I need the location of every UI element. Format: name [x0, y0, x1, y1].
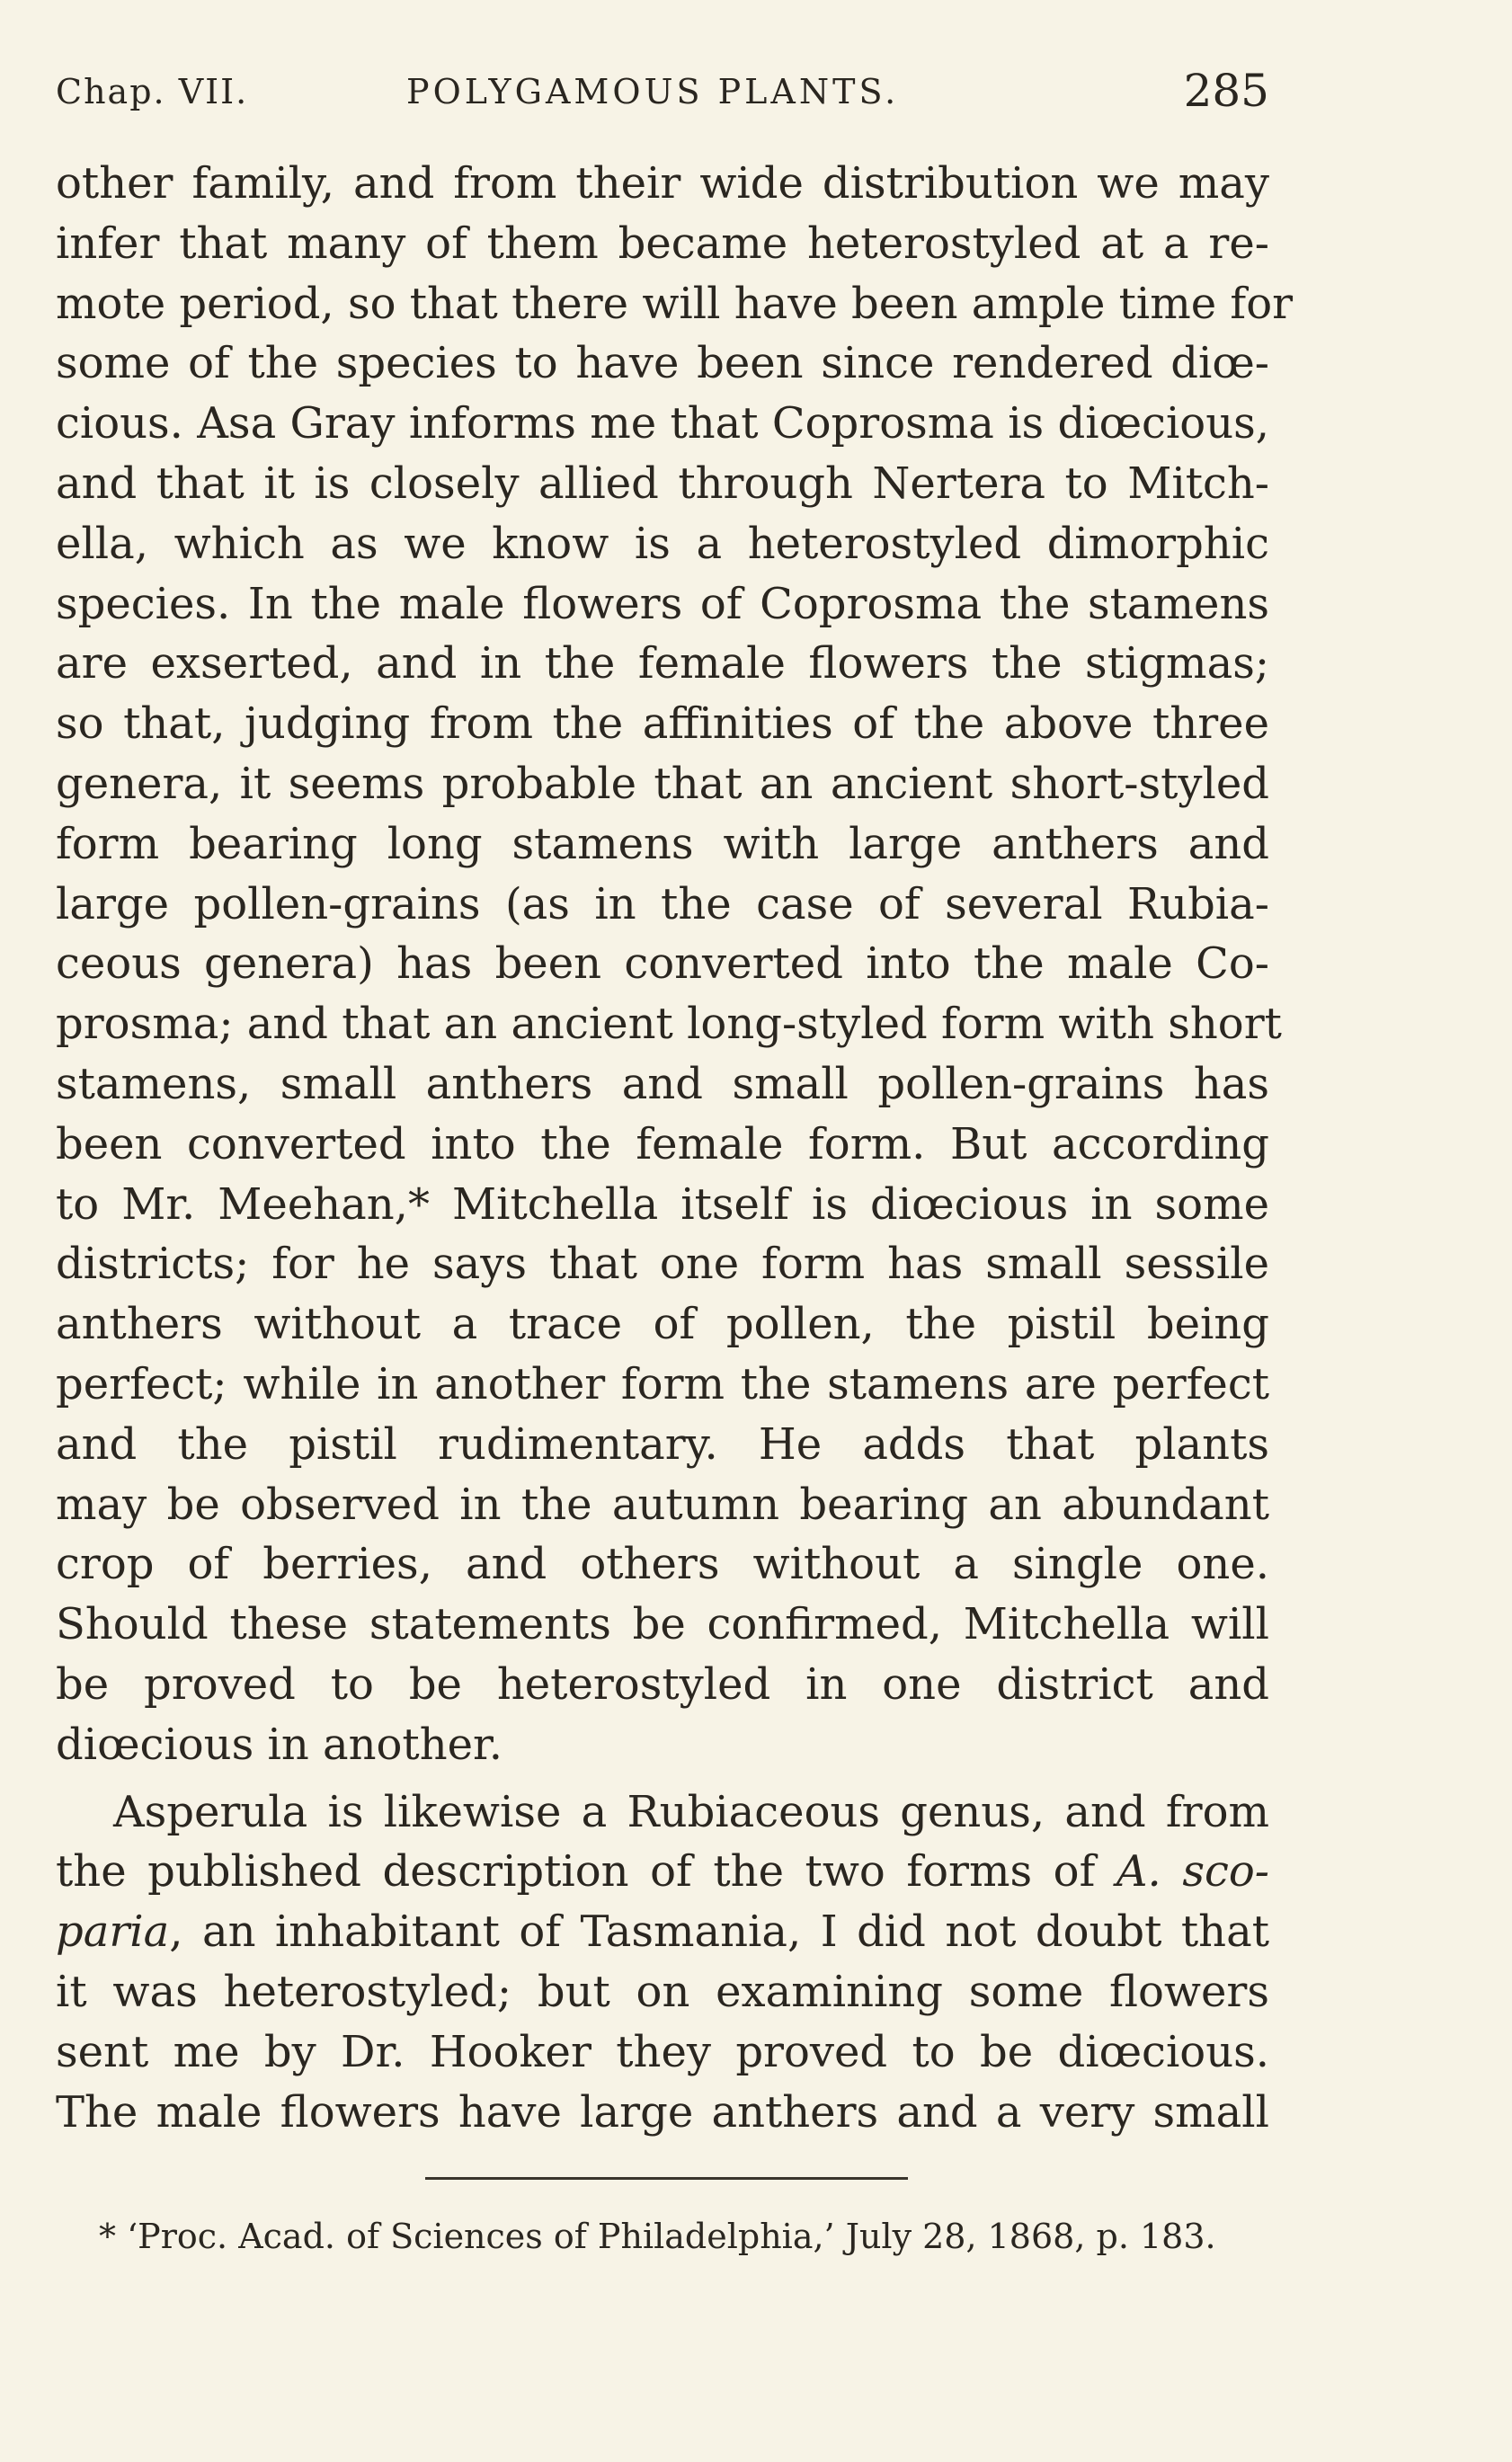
text-line: crop of berries, and others without a single one.	[56, 1539, 1269, 1590]
text-line: The male flowers have large anthers and a very small	[56, 2086, 1269, 2138]
text-line: infer that many of them became heterostyled at a re-	[56, 218, 1269, 269]
footnote-divider	[425, 2177, 908, 2180]
text-line: Should these statements be confirmed, Mitchella will	[56, 1599, 1269, 1650]
text-line: sent me by Dr. Hooker they proved to be diœcious.	[56, 2026, 1269, 2077]
text-line: form bearing long stamens with large anthers and	[56, 818, 1269, 869]
text-line: anthers without a trace of pollen, the pistil being	[56, 1299, 1269, 1350]
footnote: * ‘Proc. Acad. of Sciences of Philadelphia,’ July 28, 1868, p. 183.	[99, 2217, 1216, 2256]
text-line: mote period, so that there will have been ample time for	[56, 278, 1294, 329]
text-line: so that, judging from the affinities of the above three	[56, 698, 1269, 750]
text-span: , an inhabitant of Tasmania, I did not doubt that	[169, 1906, 1269, 1958]
text-line: been converted into the female form. But according	[56, 1118, 1269, 1169]
text-line: other family, and from their wide distribution we may	[56, 158, 1269, 209]
species-name-italic: paria	[56, 1906, 170, 1958]
text-line: stamens, small anthers and small pollen-grains has	[56, 1058, 1269, 1109]
paragraph-1	[56, 154, 1294, 1775]
text-line: perfect; while in another form the stamens are perfect	[56, 1358, 1269, 1409]
text-line: species. In the male flowers of Coprosma the stamens	[56, 578, 1269, 629]
species-name-italic: A. sco-	[1116, 1846, 1269, 1898]
text-line: may be observed in the autumn bearing an abundant	[56, 1479, 1269, 1530]
page-number: 285	[1183, 65, 1269, 117]
text-line: Asperula is likewise a Rubiaceous genus, and from	[113, 1786, 1269, 1837]
text-line: large pollen-grains (as in the case of several Rubia-	[56, 878, 1269, 929]
text-line: some of the species to have been since rendered diœ-	[56, 338, 1269, 389]
paragraph-2	[56, 1782, 1269, 2143]
text-line: districts; for he says that one form has small sessile	[56, 1239, 1269, 1290]
text-line: genera, it seems probable that an ancient short-styled	[56, 758, 1269, 809]
text-line	[56, 1842, 1269, 1902]
text-line: are exserted, and in the female flowers the stigmas;	[56, 638, 1269, 689]
text-line: ceous genera) has been converted into the male Co-	[56, 938, 1269, 990]
text-span: the published description of the two forms of	[56, 1846, 1116, 1898]
text-line: and that it is closely allied through Nertera to Mitch-	[56, 458, 1269, 509]
running-header	[56, 65, 1269, 128]
text-line: be proved to be heterostyled in one district and	[56, 1658, 1269, 1710]
text-line: ella, which as we know is a heterostyled dimorphic	[56, 518, 1269, 569]
text-line: it was heterostyled; but on examining some flowers	[56, 1966, 1269, 2017]
text-line: and the pistil rudimentary. He adds that plants	[56, 1418, 1269, 1470]
text-line: prosma; and that an ancient long-styled form with short	[56, 999, 1282, 1050]
text-line: to Mr. Meehan,* Mitchella itself is diœcious in some	[56, 1178, 1269, 1230]
chapter-label: Chap. VII.	[56, 72, 249, 111]
body-text	[56, 154, 1294, 2142]
text-line	[56, 1902, 1269, 1962]
text-line: cious. Asa Gray informs me that Coprosma is diœcious,	[56, 398, 1269, 449]
running-title: POLYGAMOUS PLANTS.	[406, 72, 900, 111]
text-line: diœcious in another.	[56, 1719, 503, 1770]
